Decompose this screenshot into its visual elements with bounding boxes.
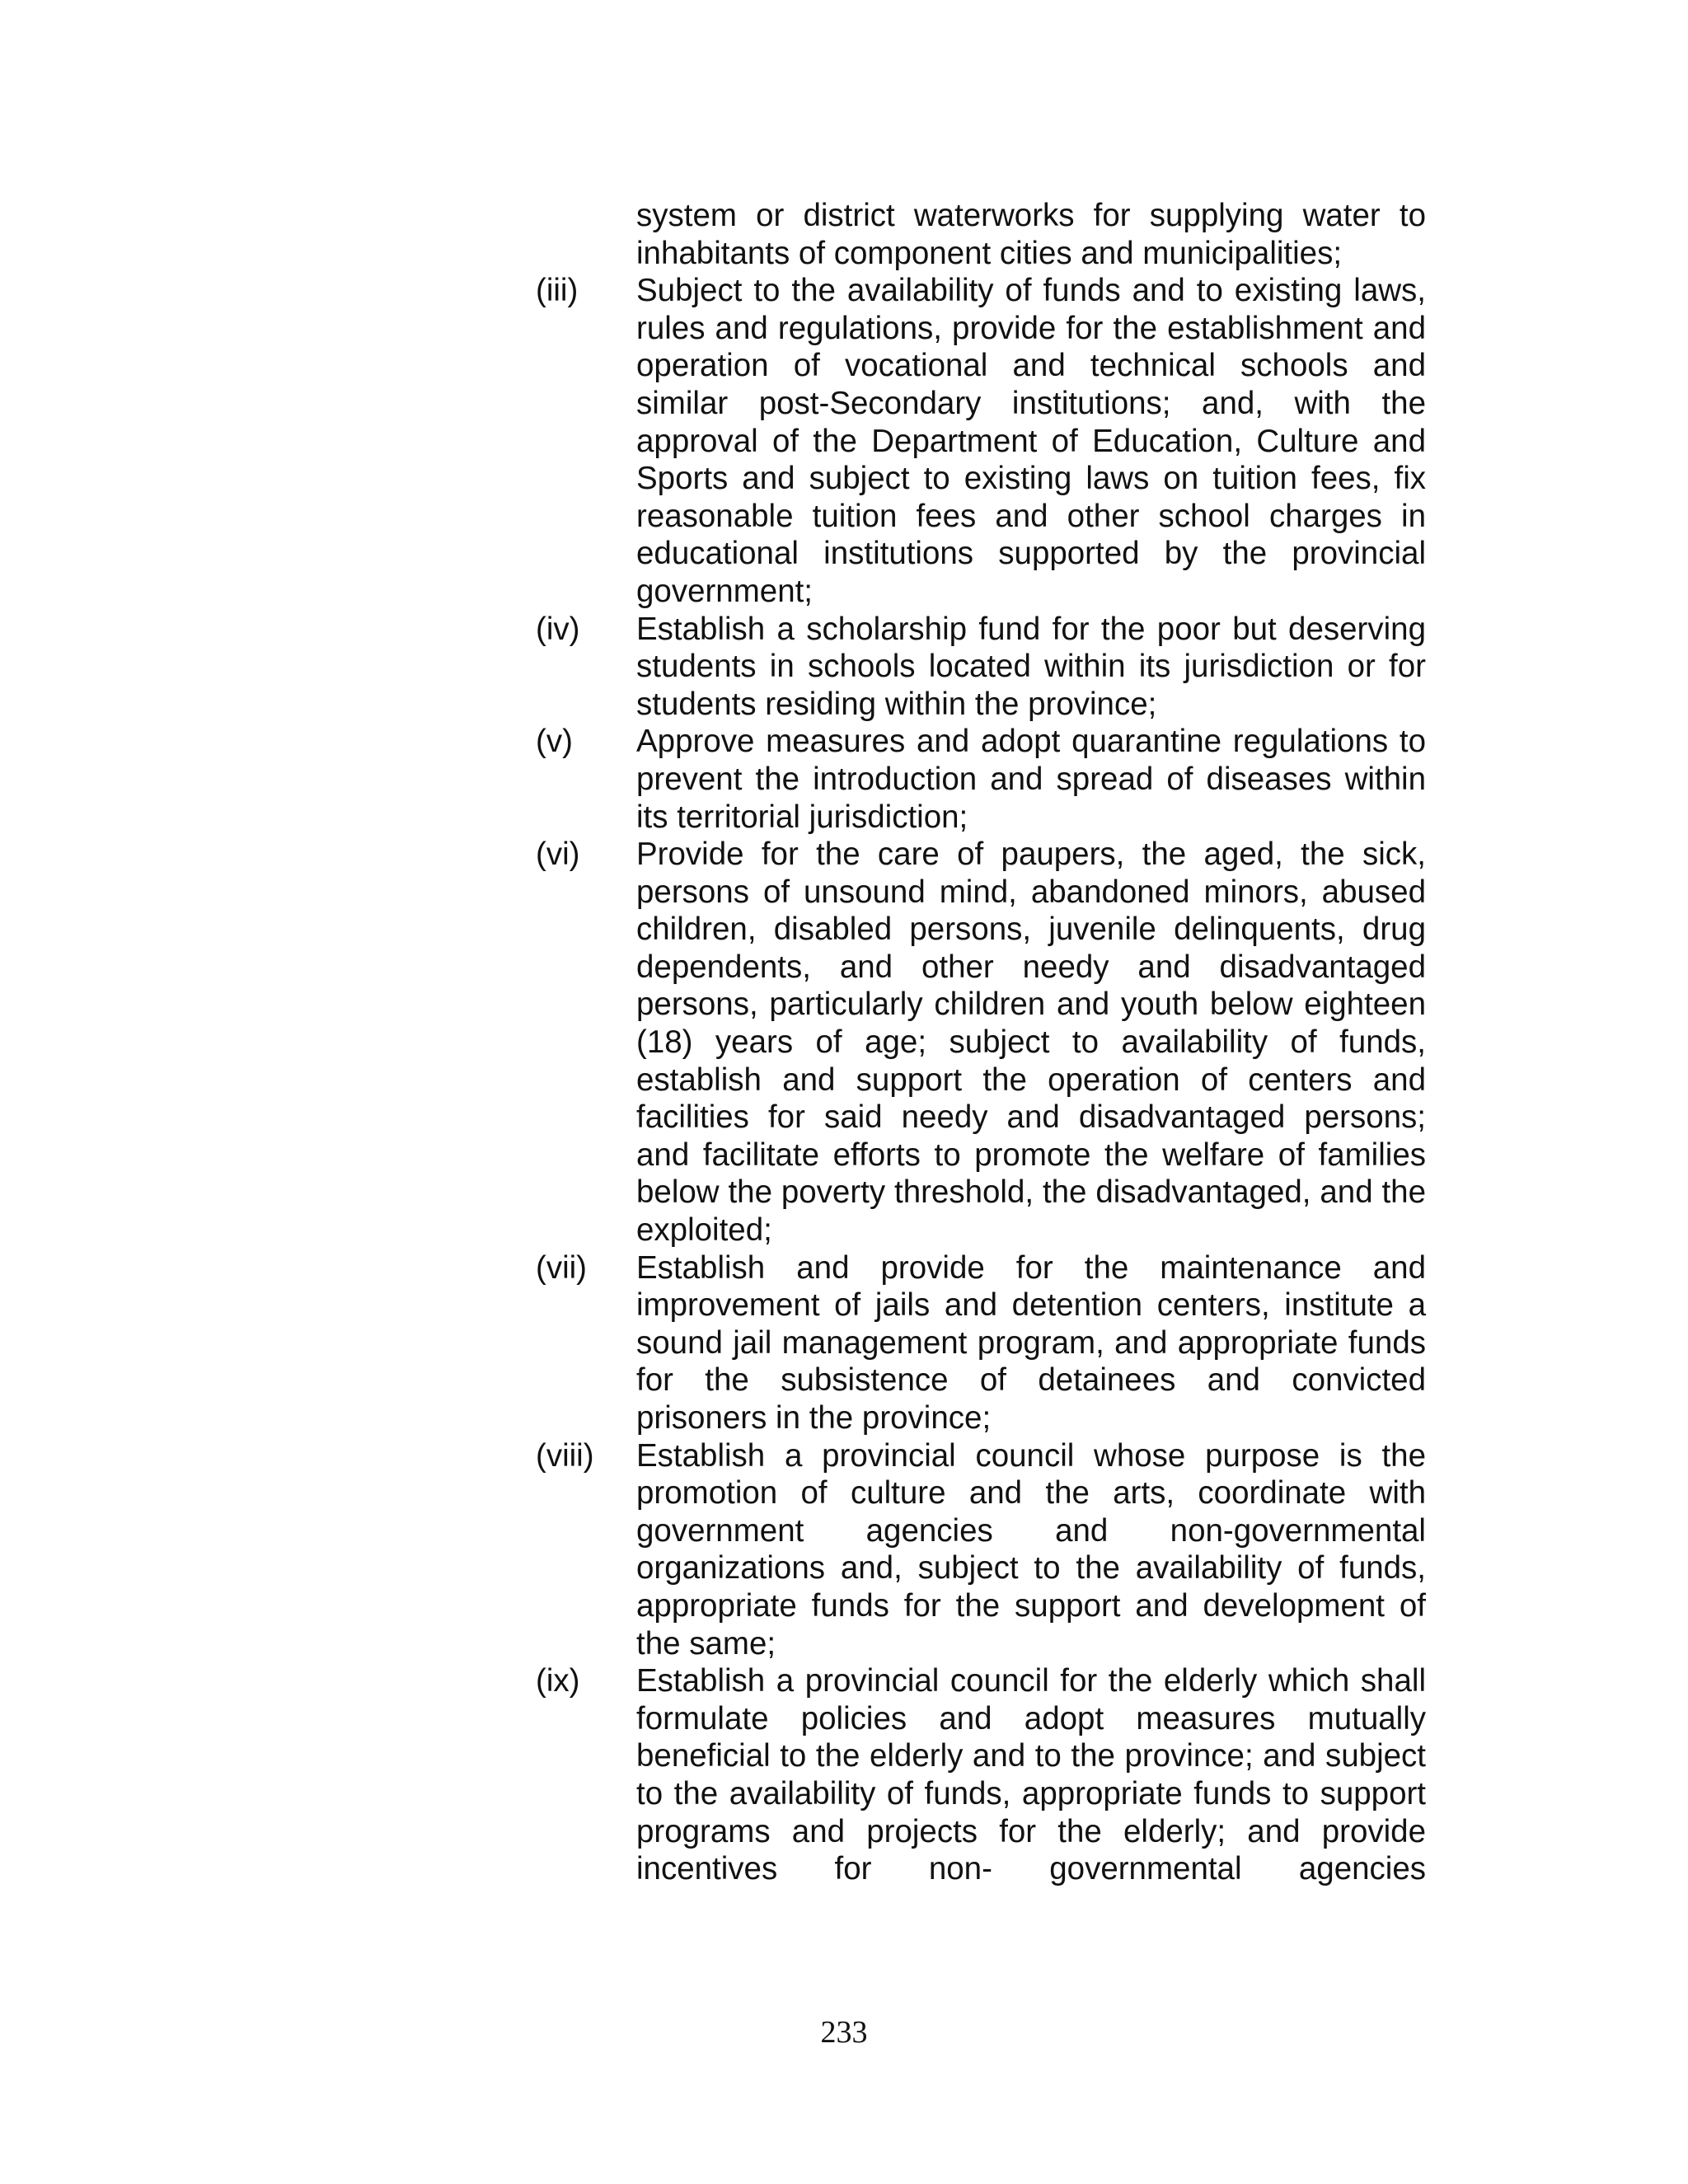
item-text: Establish and provide for the maintenance and improvement of jails and detention centers, institute a sound jail management program, and appropriate funds for the subsistence of detainees and convicted prisoners in the province; xyxy=(636,1249,1426,1436)
list-item-iii xyxy=(536,272,1426,610)
item-number: (iv) xyxy=(536,611,580,647)
item-number: (viii) xyxy=(536,1437,594,1474)
list-item-vi xyxy=(536,836,1426,1249)
item-number: (iii) xyxy=(536,273,579,309)
item-number: (vi) xyxy=(536,837,580,873)
list-item-v xyxy=(536,723,1426,836)
list-item-viii xyxy=(536,1437,1426,1663)
item-number: (vii) xyxy=(536,1249,587,1286)
item-number: (ix) xyxy=(536,1663,580,1699)
item-text: Subject to the availability of funds and to existing laws, rules and regulations, provide for the establishment and operation of vocational and technical schools and similar post-Secondary institutions; and, with the approval of the Department of Education, Culture and Sports and subject to existing laws on tuition fees, fix reasonable tuition fees and other school charges in educational institutions supported by the provincial government; xyxy=(636,273,1426,609)
list-item-vii xyxy=(536,1249,1426,1437)
continued-paragraph: system or district waterworks for supplying water to inhabitants of component cities and municipalities; xyxy=(636,198,1426,271)
page-number: 233 xyxy=(820,2015,868,2050)
item-text: Establish a provincial council for the elderly which shall formulate policies and adopt measures mutually beneficial to the elderly and to the province; and subject to the availability of funds, appropriate funds to support programs and projects for the elderly; and provide incentives for non- governmental agencies xyxy=(636,1663,1426,1887)
page-body xyxy=(536,197,1426,1888)
item-number: (v) xyxy=(536,724,573,760)
list-item-ix xyxy=(536,1662,1426,1888)
item-text: Establish a provincial council whose purpose is the promotion of culture and the arts, coordinate with government agencies and non-governmental organizations and, subject to the availability of funds, appropriate funds for the support and development of the same; xyxy=(636,1437,1426,1661)
item-text: Provide for the care of paupers, the aged, the sick, persons of unsound mind, abandoned minors, abused children, disabled persons, juvenile delinquents, drug dependents, and other needy and disadvantaged persons, particularly children and youth below eighteen (18) years of age; subject to availability of funds, establish and support the operation of centers and facilities for said needy and disadvantaged persons; and facilitate efforts to promote the welfare of families below the poverty threshold, the disadvantaged, and the exploited; xyxy=(636,837,1426,1249)
item-text: Approve measures and adopt quarantine regulations to prevent the introduction and spread of diseases within its territorial jurisdiction; xyxy=(636,724,1426,835)
item-text: Establish a scholarship fund for the poor but deserving students in schools located within its jurisdiction or for students residing within the province; xyxy=(636,611,1426,722)
list-item-iv xyxy=(536,611,1426,724)
